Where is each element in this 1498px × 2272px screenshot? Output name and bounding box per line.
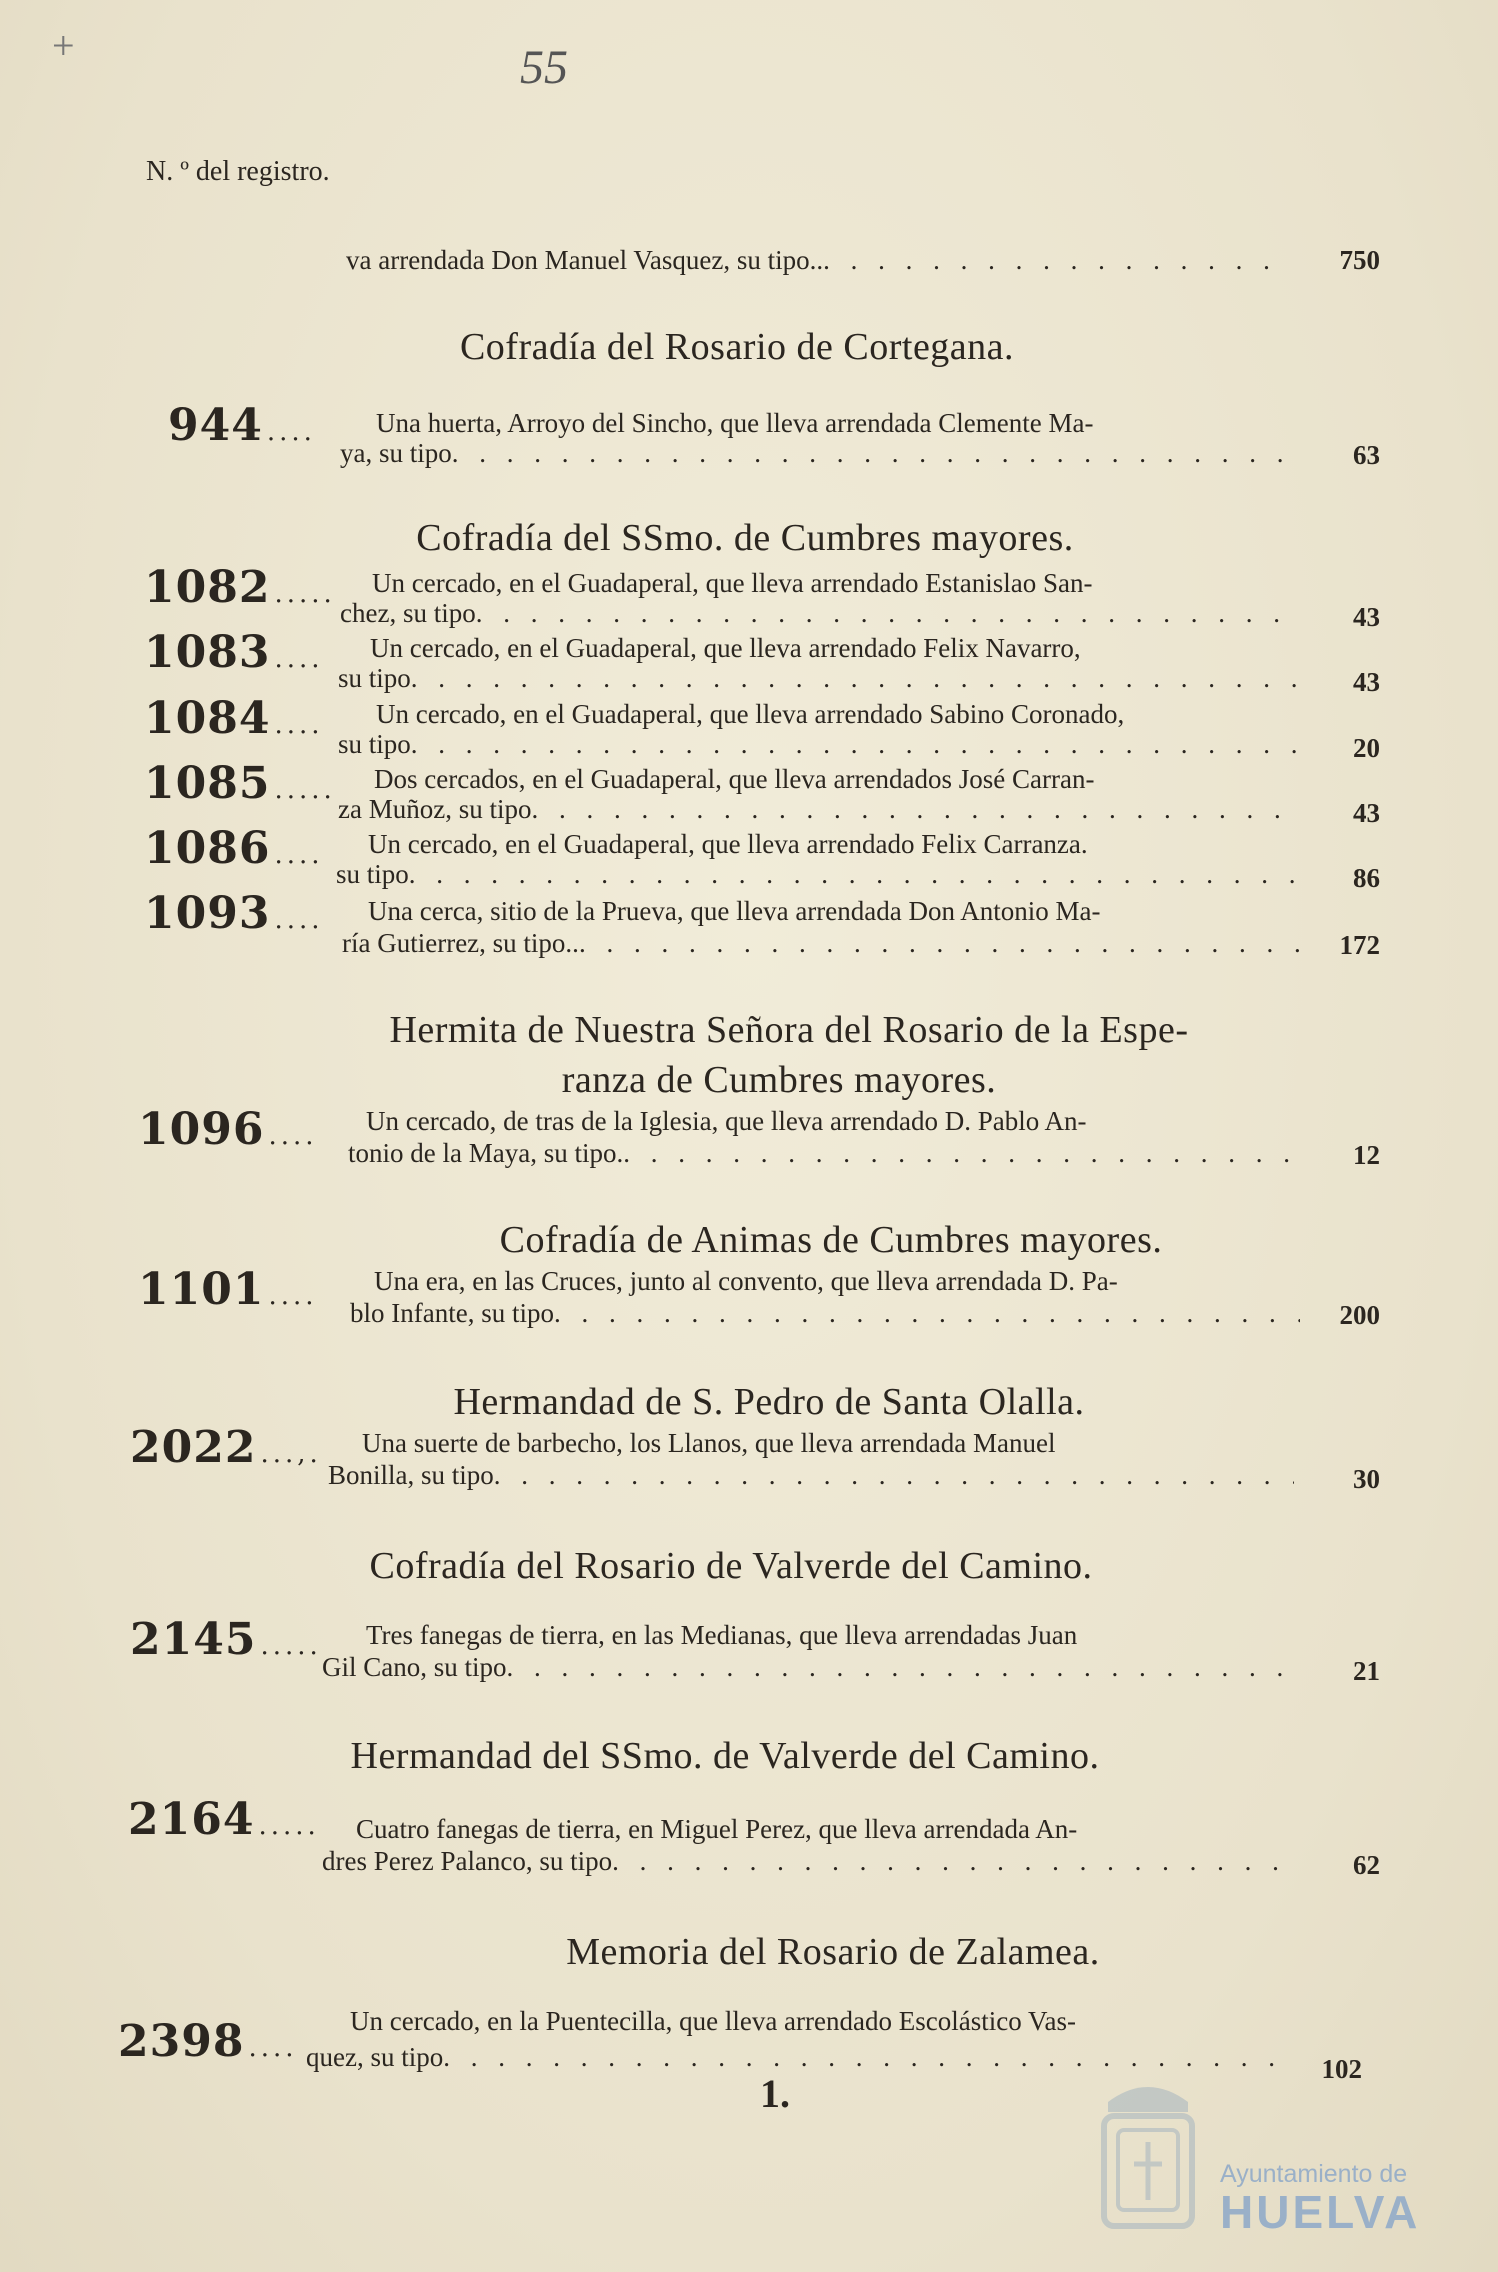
leader-dots bbox=[411, 729, 1300, 760]
leader-dots bbox=[411, 663, 1300, 694]
entry-number: 1083 .... bbox=[144, 627, 324, 678]
entry-text-line1: Dos cercados, en el Guadaperal, que lleva arrendados José Carran- bbox=[374, 764, 1095, 794]
entry-text-line1: Un cercado, en el Guadaperal, que lleva arrendado Felix Navarro, bbox=[370, 633, 1081, 663]
entry-leader-line bbox=[328, 1460, 1294, 1491]
section-title: Cofradía del SSmo. de Cumbres mayores. bbox=[416, 517, 1074, 559]
entry-amount: 12 bbox=[1353, 1140, 1380, 1170]
entry-amount: 172 bbox=[1339, 930, 1380, 960]
entry-text-line1: Un cercado, en el Guadaperal, que lleva arrendado Estanislao San- bbox=[372, 568, 1093, 598]
entry-number: 1096 .... bbox=[138, 1104, 318, 1155]
entry-amount: 62 bbox=[1353, 1850, 1380, 1880]
entry-amount: 102 bbox=[1321, 2054, 1362, 2084]
entry-number: 2145 ..... bbox=[130, 1614, 322, 1665]
entry-text-line2: za Muñoz, su tipo bbox=[338, 794, 532, 824]
huelva-coat-of-arms-icon bbox=[1088, 2072, 1208, 2252]
entry-amount: 20 bbox=[1353, 733, 1380, 763]
entry-amount: 43 bbox=[1353, 602, 1380, 632]
entry-leader-line bbox=[338, 794, 1300, 825]
entry-number: 1084 .... bbox=[144, 693, 324, 744]
entry-text-line2: dres Perez Palanco, su tipo bbox=[322, 1846, 613, 1876]
entry-text-line1: Una suerte de barbecho, los Llanos, que lleva arrendada Manuel bbox=[362, 1428, 1056, 1458]
entry-text-line2: Bonilla, su tipo bbox=[328, 1460, 494, 1490]
entry-number: 2022 ...,. bbox=[130, 1422, 322, 1473]
leader-dots bbox=[579, 928, 1300, 959]
entry-text-line2: chez, su tipo bbox=[340, 598, 476, 628]
leader-dots bbox=[823, 245, 1286, 276]
entry-text-line2: tonio de la Maya, su tipo. bbox=[348, 1138, 624, 1168]
entry-leader-line bbox=[346, 245, 1286, 276]
leader-dots bbox=[554, 1298, 1300, 1329]
section-title: Memoria del Rosario de Zalamea. bbox=[566, 1931, 1100, 1973]
entry-number: 944 .... bbox=[168, 400, 316, 451]
ayuntamiento-watermark bbox=[1220, 2160, 1420, 2239]
entry-text-line2: quez, su tipo bbox=[306, 2042, 444, 2072]
leader-dots bbox=[623, 1138, 1300, 1169]
section-title: Hermandad de S. Pedro de Santa Olalla. bbox=[453, 1381, 1085, 1423]
section-title: Cofradía de Animas de Cumbres mayores. bbox=[499, 1219, 1163, 1261]
leader-dots bbox=[476, 598, 1300, 629]
leader-dots bbox=[531, 794, 1300, 825]
entry-leader-line bbox=[350, 1298, 1300, 1329]
signature-mark: 1. bbox=[760, 2071, 790, 2116]
entry-text-line2: Gil Cano, su tipo bbox=[322, 1652, 507, 1682]
entry-text-line2: blo Infante, su tipo bbox=[350, 1298, 554, 1328]
entry-leader-line bbox=[336, 859, 1300, 890]
section-title: Cofradía del Rosario de Cortegana. bbox=[459, 326, 1015, 368]
watermark-line1: Ayuntamiento de bbox=[1220, 2160, 1408, 2188]
entry-text-line1: Una era, en las Cruces, junto al convento, que lleva arrendada D. Pa- bbox=[374, 1266, 1118, 1296]
entry-leader-line bbox=[340, 598, 1300, 629]
entry-text-line2: ya, su tipo bbox=[340, 438, 452, 468]
section-title-line2: ranza de Cumbres mayores. bbox=[561, 1059, 997, 1101]
entry-text-line2: ría Gutierrez, su tipo.. bbox=[342, 928, 579, 958]
entry-number: 1085 ..... bbox=[144, 758, 336, 809]
entry-leader-line bbox=[340, 438, 1300, 469]
handwritten-folio-number: 55 bbox=[520, 41, 568, 94]
entry-amount: 21 bbox=[1353, 1656, 1380, 1686]
entry-amount: 750 bbox=[1339, 245, 1380, 275]
entry-text-line1: Un cercado, de tras de la Iglesia, que lleva arrendado D. Pablo An- bbox=[366, 1106, 1087, 1136]
leader-dots bbox=[507, 1652, 1294, 1683]
entry-number: 1086 .... bbox=[144, 823, 324, 874]
entry-leader-line bbox=[322, 1652, 1294, 1683]
leader-dots bbox=[494, 1460, 1294, 1491]
entry-text: va arrendada Don Manuel Vasquez, su tipo.. bbox=[346, 245, 824, 275]
leader-dots bbox=[612, 1846, 1294, 1877]
registry-column-header: N. º del registro. bbox=[146, 156, 330, 187]
entry-text-line1: Cuatro fanegas de tierra, en Miguel Perez, que lleva arrendada An- bbox=[356, 1814, 1078, 1844]
leader-dots bbox=[409, 859, 1300, 890]
entry-number: 2164 ..... bbox=[128, 1794, 320, 1845]
entry-text-line1: Una huerta, Arroyo del Sincho, que lleva arrendada Clemente Ma- bbox=[376, 408, 1094, 438]
watermark-line2: HUELVA bbox=[1220, 2186, 1421, 2238]
section-title-line1: Hermita de Nuestra Señora del Rosario de la Espe- bbox=[389, 1009, 1189, 1051]
entry-text-line1: Un cercado, en el Guadaperal, que lleva arrendado Felix Carranza. bbox=[368, 829, 1088, 859]
entry-text-line1: Una cerca, sitio de la Prueva, que lleva arrendada Don Antonio Ma- bbox=[368, 896, 1101, 926]
entry-number: 1101 .... bbox=[138, 1264, 318, 1315]
section-title: Hermandad del SSmo. de Valverde del Camino. bbox=[350, 1735, 1100, 1777]
entry-leader-line bbox=[306, 2042, 1288, 2073]
entry-leader-line bbox=[322, 1846, 1294, 1877]
leader-dots bbox=[452, 438, 1300, 469]
leader-dots bbox=[443, 2042, 1288, 2073]
entry-text-line1: Un cercado, en la Puentecilla, que lleva arrendado Escolástico Vas- bbox=[350, 2006, 1076, 2036]
entry-leader-line bbox=[342, 928, 1300, 959]
entry-text-line1: Tres fanegas de tierra, en las Medianas, que lleva arrendadas Juan bbox=[366, 1620, 1078, 1650]
entry-number: 2398 .... bbox=[118, 2016, 298, 2067]
entry-number: 1093 .... bbox=[144, 888, 324, 939]
entry-leader-line bbox=[338, 663, 1300, 694]
entry-amount: 86 bbox=[1353, 863, 1380, 893]
entry-amount: 43 bbox=[1353, 667, 1380, 697]
section-title: Cofradía del Rosario de Valverde del Camino. bbox=[369, 1545, 1093, 1587]
entry-text-line2: su tipo bbox=[338, 729, 411, 759]
corner-mark: + bbox=[52, 23, 75, 68]
entry-amount: 200 bbox=[1339, 1300, 1380, 1330]
entry-amount: 30 bbox=[1353, 1464, 1380, 1494]
entry-amount: 63 bbox=[1353, 440, 1380, 470]
entry-text-line2: su tipo bbox=[336, 859, 409, 889]
entry-leader-line bbox=[348, 1138, 1300, 1169]
entry-text-line1: Un cercado, en el Guadaperal, que lleva arrendado Sabino Coronado, bbox=[376, 699, 1125, 729]
entry-number: 1082 ..... bbox=[144, 562, 336, 613]
entry-text-line2: su tipo bbox=[338, 663, 411, 693]
entry-amount: 43 bbox=[1353, 798, 1380, 828]
entry-leader-line bbox=[338, 729, 1300, 760]
